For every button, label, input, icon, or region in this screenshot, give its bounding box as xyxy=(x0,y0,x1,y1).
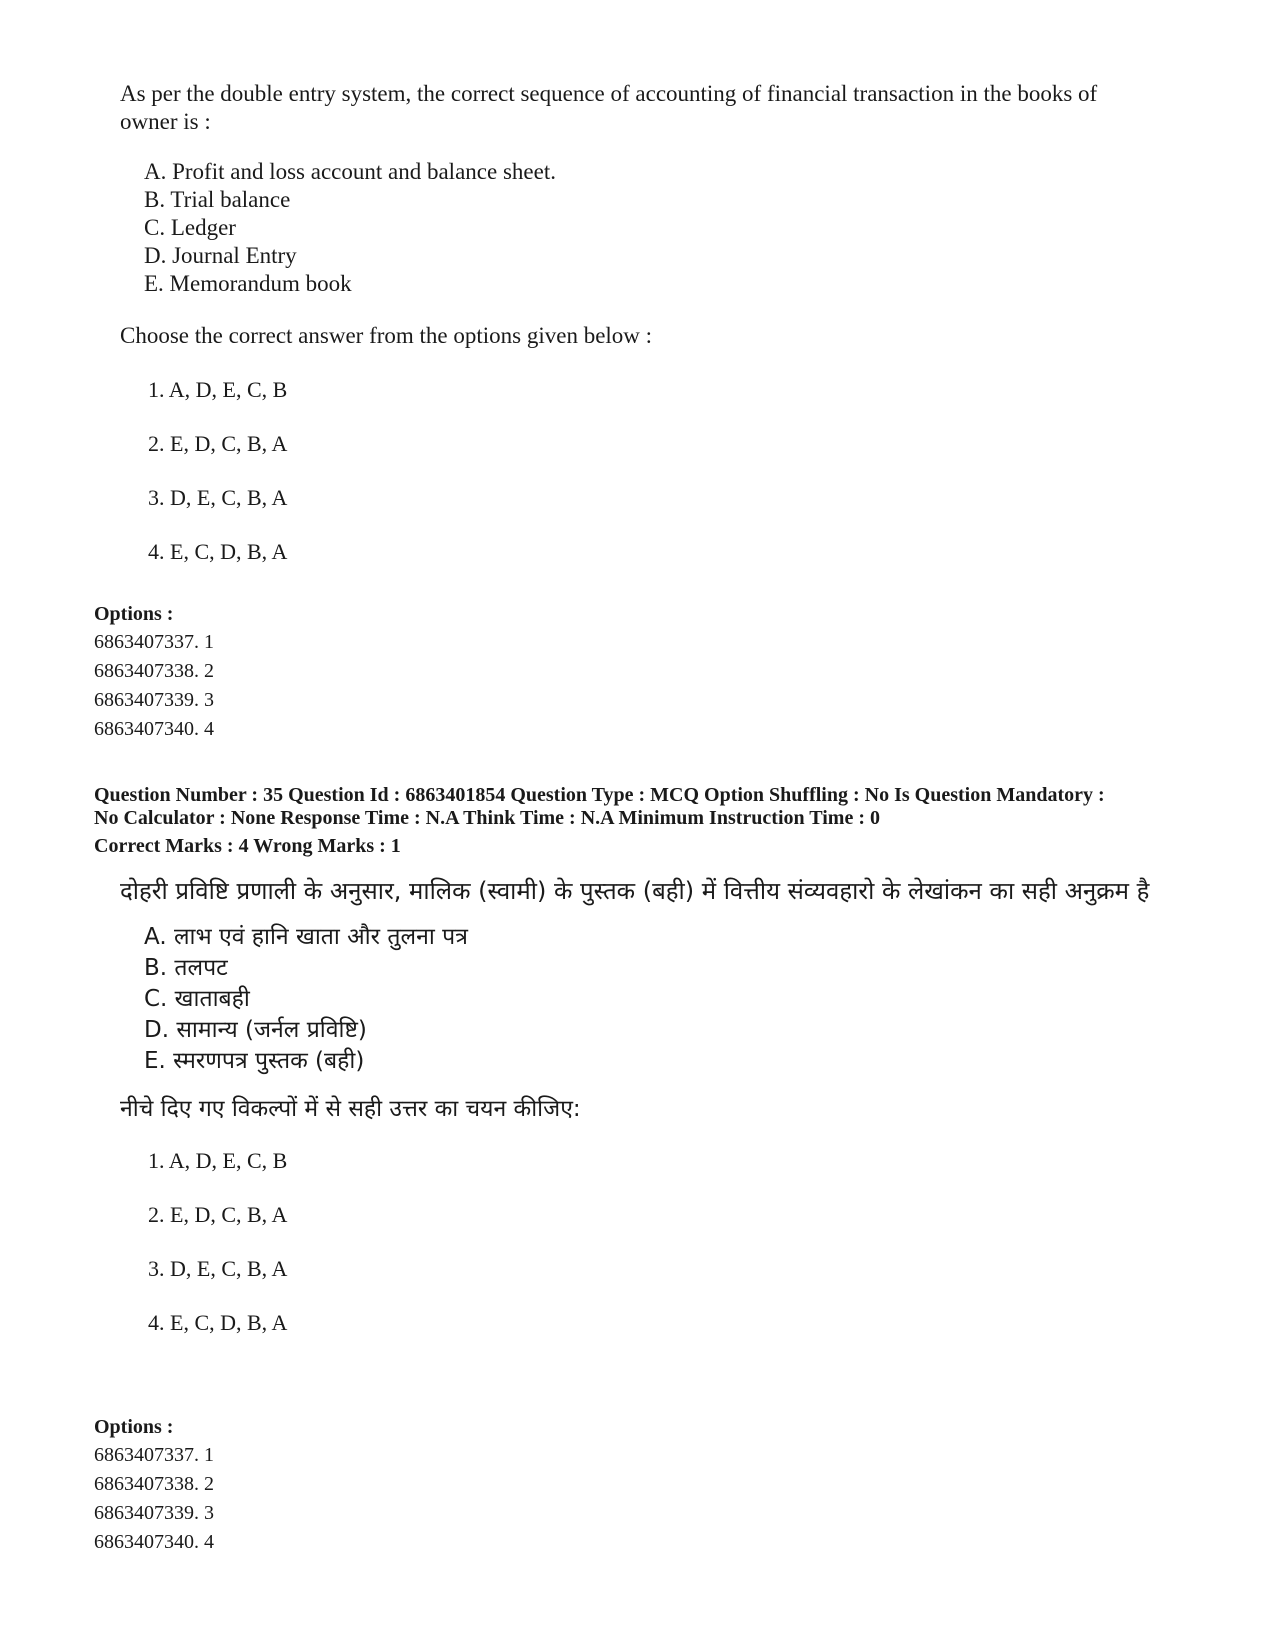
answer-item: 2. E, D, C, B, A xyxy=(148,1202,288,1227)
options-block xyxy=(94,600,494,744)
statement-item: C. खाताबही xyxy=(144,986,250,1012)
statement-list xyxy=(144,158,1150,298)
statement-item: B. तलपट xyxy=(144,955,228,981)
option-row: 6863407338. 2 xyxy=(94,1473,214,1495)
question-hindi xyxy=(120,874,1180,1363)
option-row: 6863407340. 4 xyxy=(94,1531,214,1553)
statement-item: E. Memorandum book xyxy=(144,271,352,296)
meta-line: No Calculator : None Response Time : N.A Think Time : N.A Minimum Instruction Time : 0 xyxy=(94,807,880,829)
answer-item: 3. D, E, C, B, A xyxy=(148,485,288,510)
choose-instruction: Choose the correct answer from the options given below : xyxy=(120,323,653,348)
statement-item: B. Trial balance xyxy=(144,187,291,212)
option-row: 6863407339. 3 xyxy=(94,689,214,711)
option-row: 6863407340. 4 xyxy=(94,718,214,740)
answer-item: 4. E, C, D, B, A xyxy=(148,539,288,564)
statement-item: A. लाभ एवं हानि खाता और तुलना पत्र xyxy=(144,924,468,950)
answer-list xyxy=(148,1147,1180,1337)
answer-item: 2. E, D, C, B, A xyxy=(148,431,288,456)
option-row: 6863407337. 1 xyxy=(94,631,214,653)
answer-item: 1. A, D, E, C, B xyxy=(148,377,288,402)
statement-item: D. Journal Entry xyxy=(144,243,297,268)
statement-item: E. स्मरणपत्र पुस्तक (बही) xyxy=(144,1048,365,1074)
statement-item: C. Ledger xyxy=(144,215,236,240)
options-title: Options : xyxy=(94,603,174,625)
statement-item: A. Profit and loss account and balance sheet. xyxy=(144,159,556,184)
question-meta xyxy=(94,784,1204,858)
option-row: 6863407339. 3 xyxy=(94,1502,214,1524)
question-english xyxy=(120,80,1150,592)
choose-instruction: नीचे दिए गए विकल्पों में से सही उत्तर का चयन कीजिए: xyxy=(120,1096,581,1122)
question-text: दोहरी प्रविष्टि प्रणाली के अनुसार, मालिक (स्वामी) के पुस्तक (बही) में वित्तीय संव्यवहारो के लेखांकन का सही अनुक्रम है xyxy=(120,877,1150,905)
meta-line: Question Number : 35 Question Id : 6863401854 Question Type : MCQ Option Shuffling : No Is Question Mandatory : xyxy=(94,784,1105,806)
answer-list xyxy=(148,376,1150,566)
statement-item: D. सामान्य (जर्नल प्रविष्टि) xyxy=(144,1017,367,1043)
answer-item: 4. E, C, D, B, A xyxy=(148,1310,288,1335)
answer-item: 3. D, E, C, B, A xyxy=(148,1256,288,1281)
statement-list xyxy=(144,922,1180,1077)
question-text: As per the double entry system, the correct sequence of accounting of financial transaction in the books of owner is : xyxy=(120,81,1098,134)
options-title: Options : xyxy=(94,1416,174,1438)
marks-line: Correct Marks : 4 Wrong Marks : 1 xyxy=(94,835,401,857)
option-row: 6863407337. 1 xyxy=(94,1444,214,1466)
answer-item: 1. A, D, E, C, B xyxy=(148,1148,288,1173)
options-block xyxy=(94,1413,494,1557)
option-row: 6863407338. 2 xyxy=(94,660,214,682)
